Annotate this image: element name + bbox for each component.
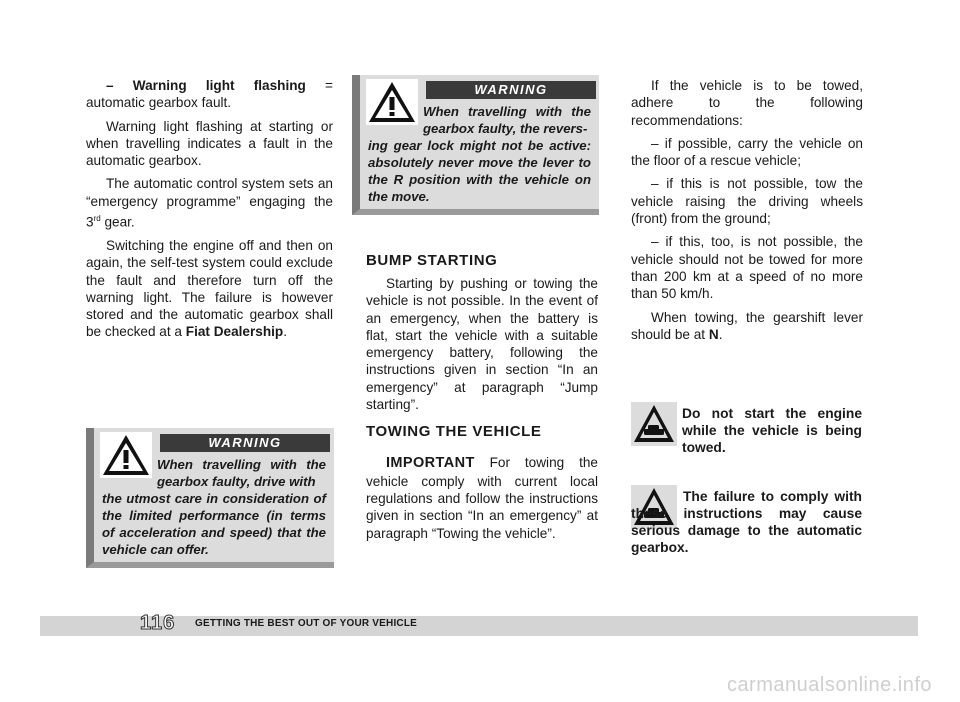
section-title: GETTING THE BEST OUT OF YOUR VEHICLE <box>195 618 418 629</box>
page-footer <box>40 612 918 636</box>
warning-text: When travelling with the gearbox faulty, drive with the utmost care in consideration of the limited performance (in terms of acceleration and speed) that the vehicle can offer. <box>102 457 326 557</box>
page-number: 116 <box>140 612 176 634</box>
paragraph-towing-limits: – if this, too, is not possible, the vehicle should not be towed for more than 200 km at a speed of no more than 50 km/h. <box>631 234 863 302</box>
paragraph-towing-recommendations: If the vehicle is to be towed, adhere to the following recommendations: <box>631 78 863 128</box>
paragraph-raise-driving-wheels: – if this is not possible, tow the vehicle raising the driving wheels (front) from the ground; <box>631 176 863 227</box>
paragraph-emergency-programme: The automatic control system sets an “emergency programme” engaging the 3rd gear. <box>86 176 333 230</box>
paragraph-warning-light-flashing: – Warning light flashing = automatic gearbox fault. <box>86 78 333 111</box>
warning-label-bar: WARNING <box>160 434 330 452</box>
paragraph-towing-important: IMPORTANT For towing the vehicle comply with current local regulations and follow the instructions given in section “In an emergency” at paragraph “Towing the vehicle”. <box>366 455 598 541</box>
note-failure-to-comply: The failure to comply with these instructions may cause serious damage to the automatic gearbox. <box>631 489 862 555</box>
right-column <box>631 77 863 349</box>
left-column <box>86 77 333 347</box>
warning-label-bar: WARNING <box>426 81 596 99</box>
paragraph-rescue-vehicle: – if possible, carry the vehicle on the floor of a rescue vehicle; <box>631 135 863 169</box>
note-do-not-start-engine: Do not start the engine while the vehicle is being towed. <box>682 406 862 455</box>
heading-bump-starting: BUMP STARTING <box>366 252 498 269</box>
middle-column <box>366 252 598 548</box>
warning-text: When travelling with the gearbox faulty, the revers- ing gear lock might not be active: absolutely never move the lever to the R position with the vehicle on the move. <box>368 104 591 204</box>
warning-box-drive-with-care <box>86 428 334 568</box>
paragraph-fault-indication: Warning light flashing at starting or when travelling indicates a fault in the automatic gearbox. <box>86 118 333 169</box>
watermark: carmanualsonline.info <box>726 674 932 696</box>
paragraph-bump-starting: Starting by pushing or towing the vehicle is not possible. In the event of an emergency, when the battery is flat, start the vehicle with a suitable emergency battery, following the instructions given in section “In an emergency” at paragraph “Jump starting”. <box>366 276 598 413</box>
car-warning-icon <box>631 402 677 446</box>
paragraph-gearshift-lever: When towing, the gearshift lever should be at N. <box>631 309 863 342</box>
warning-box-reversing-gear-lock <box>352 75 599 215</box>
paragraph-self-test: Switching the engine off and then on again, the self-test system could exclude the fault and therefore turn off the warning light. The failure is however stored and the automatic gearbox shall be checked at a Fiat Dealership. <box>86 237 333 340</box>
heading-towing-the-vehicle: TOWING THE VEHICLE <box>366 423 542 441</box>
